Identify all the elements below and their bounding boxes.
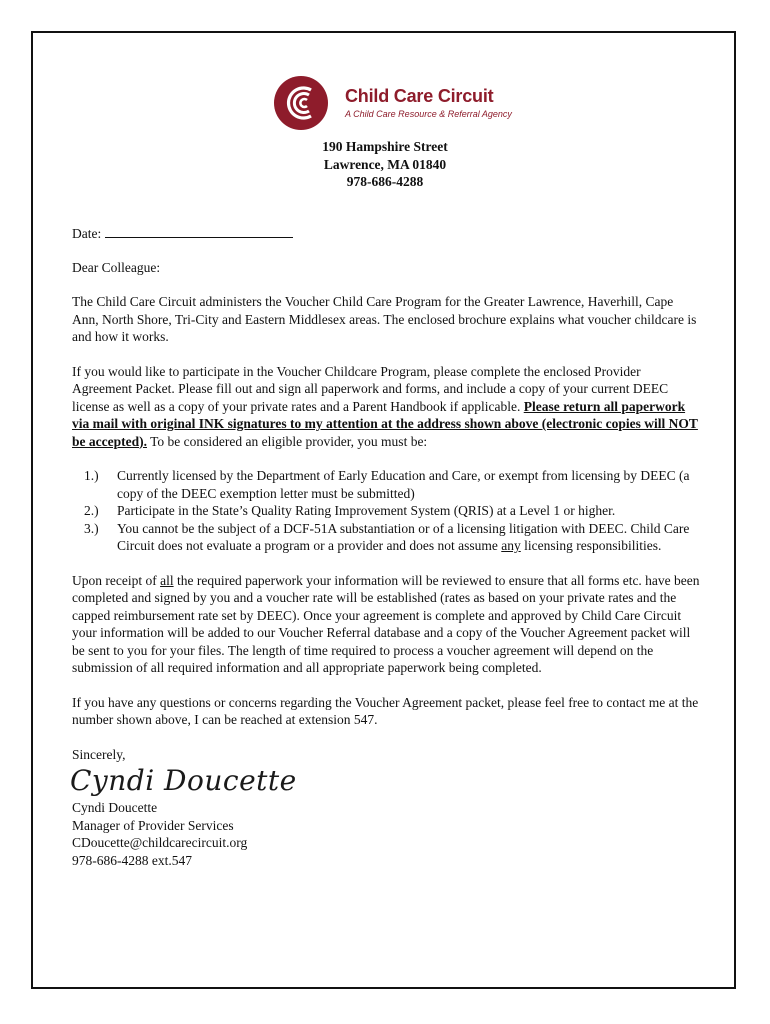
process-text-end: the required paperwork your information will be reviewed to ensure that all forms etc. have been completed and signed by you and a voucher rate will be established (rates as based on your private rates and the capped reimbursement rate set by DEEC). Once your agreement is complete and approved by Child Care Circuit your information will be added to our Voucher Referral database and a copy of the Voucher Agreement packet will be sent to you for your files. The length of time required to process a voucher agreement will depend on the submission of all required information and all appropriate paperwork being completed. <box>72 572 700 675</box>
list-item-text: Participate in the State’s Quality Rating Improvement System (QRIS) at a Level 1 or higher. <box>117 503 616 518</box>
closing: Sincerely, <box>72 746 126 762</box>
logo <box>273 75 513 133</box>
signer-name: Cyndi Doucette <box>72 800 158 815</box>
process-text-start: Upon receipt of <box>72 572 161 588</box>
list-item <box>72 467 702 502</box>
greeting: Dear Colleague: <box>72 259 161 275</box>
list-item-number: 3.) <box>84 520 99 536</box>
signer-phone: 978-686-4288 ext.547 <box>72 852 192 868</box>
date-blank-field[interactable] <box>105 225 293 238</box>
signer-email[interactable]: CDoucette@childcarecircuit.org <box>72 835 248 850</box>
signer-block <box>72 799 702 869</box>
list-item-text-end: licensing responsibilities. <box>520 538 662 553</box>
requirements-list <box>72 467 702 555</box>
letter-body <box>72 225 702 869</box>
address-block <box>0 138 770 191</box>
list-item-number: 2.) <box>84 503 99 518</box>
paragraph-contact: If you have any questions or concerns regarding the Voucher Agreement packet, please feel free to contact me at the number shown above, I can be reached at extension 547. <box>72 694 699 727</box>
eligibility-lead: To be considered an eligible provider, you must be: <box>146 433 428 449</box>
address-phone: 978-686-4288 <box>346 174 424 189</box>
paragraph-intro: The Child Care Circuit administers the Voucher Child Care Program for the Greater Lawrence, Haverhill, Cape Ann, North Shore, Tri-City and Eastern Middlesex areas. The enclosed brochure explains what voucher childcare is and how it works. <box>72 294 697 344</box>
list-item <box>72 502 702 520</box>
logo-title: Child Care Circuit <box>345 86 494 106</box>
paragraph-instructions <box>72 363 702 451</box>
paragraph-process <box>72 572 702 677</box>
list-item <box>72 520 702 555</box>
list-item-text: You cannot be the subject of a DCF-51A substantiation or of a licensing litigation with DEEC. Child Care Circuit does not evaluate a program or a provider and does not assume <box>117 520 690 553</box>
child-care-circuit-logo-icon <box>273 75 329 131</box>
process-underlined: all <box>160 572 174 588</box>
list-item-number: 1.) <box>84 468 99 483</box>
signature: Cyndi Doucette <box>70 764 297 797</box>
address-city: Lawrence, MA 01840 <box>323 156 447 172</box>
instructions-text: If you would like to participate in the Voucher Childcare Program, please complete the enclosed Provider Agreement Packet. Please fill out and sign all paperwork and forms, and include a copy of your current DEEC license as well as a copy of your private rates and a Parent Handbook if applicable. <box>72 363 669 414</box>
signer-title: Manager of Provider Services <box>72 817 234 833</box>
date-line <box>72 225 702 243</box>
logo-tagline: A Child Care Resource & Referral Agency <box>345 109 512 119</box>
list-item-underlined: any <box>501 538 521 553</box>
mail-instructions-emphasis: Please return all paperwork via mail with original INK signatures to my attention at the address shown above (electronic copies will NOT be accepted). <box>72 398 698 449</box>
date-label: Date: <box>72 226 102 241</box>
address-street: 190 Hampshire Street <box>322 139 448 154</box>
list-item-text: Currently licensed by the Department of Early Education and Care, or exempt from licensing by DEEC (a copy of the DEEC exemption letter must be submitted) <box>117 468 690 501</box>
